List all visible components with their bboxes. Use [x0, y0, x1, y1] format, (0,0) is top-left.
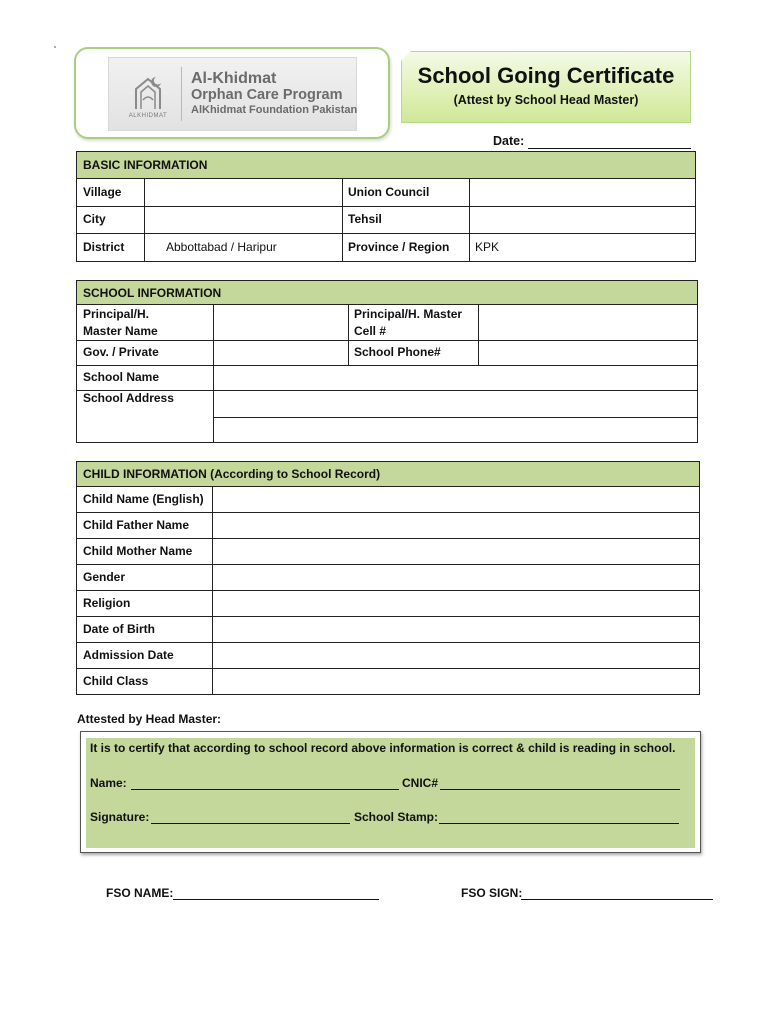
city-field[interactable] [144, 206, 342, 233]
tehsil-label: Tehsil [348, 212, 382, 226]
city-label: City [83, 212, 106, 226]
gov-private-label: Gov. / Private [83, 345, 159, 359]
child-class-field[interactable] [212, 668, 699, 694]
emblem-caption: ALKHIDMAT [128, 113, 168, 119]
gov-private-field[interactable] [213, 340, 348, 365]
religion-label: Religion [83, 595, 131, 610]
logo-org-name: Al-Khidmat [191, 70, 277, 87]
name-label: Name: [90, 776, 127, 790]
logo-divider [181, 67, 182, 121]
basic-information-heading: BASIC INFORMATION [77, 152, 695, 179]
province-region-label: Province / Region [348, 239, 450, 254]
child-mother-name-label: Child Mother Name [83, 543, 193, 558]
page-subtitle: (Attest by School Head Master) [453, 93, 639, 107]
fso-name-label: FSO NAME: [106, 886, 174, 900]
village-field[interactable] [144, 179, 342, 206]
certification-statement: It is to certify that according to school record above information is correct & child is reading in school. [90, 741, 676, 755]
child-name-label: Child Name (English) [83, 492, 204, 506]
gender-label: Gender [83, 569, 126, 584]
gender-field[interactable] [212, 564, 699, 590]
page-title: School Going Certificate [417, 63, 675, 88]
district-label: District [83, 239, 125, 254]
tehsil-field[interactable] [469, 206, 695, 233]
child-class-label: Child Class [83, 673, 149, 688]
school-stamp-field[interactable] [439, 823, 679, 824]
school-information-heading: SCHOOL INFORMATION [77, 281, 697, 305]
stray-dot [54, 46, 56, 48]
child-information-heading: CHILD INFORMATION (According to School Record) [77, 462, 699, 487]
admission-date-label: Admission Date [83, 647, 174, 662]
basic-information-table [76, 151, 696, 262]
cnic-field[interactable] [440, 789, 680, 790]
principal-name-label: Principal/H. Master Name [83, 306, 158, 338]
child-father-name-label: Child Father Name [83, 517, 190, 532]
school-address-field-line-2[interactable] [213, 417, 697, 442]
date-label: Date: [493, 134, 525, 148]
principal-cell-field[interactable] [478, 305, 697, 340]
union-council-field[interactable] [469, 179, 695, 206]
district-field[interactable]: Abbottabad / Haripur [166, 239, 277, 254]
alkhidmat-emblem-icon [130, 73, 166, 113]
school-stamp-label: School Stamp: [354, 810, 439, 824]
principal-cell-label: Principal/H. Master Cell # [354, 306, 463, 338]
logo-program-name: Orphan Care Program [191, 87, 343, 103]
province-region-field[interactable]: KPK [475, 239, 500, 254]
cnic-label: CNIC# [402, 776, 439, 790]
religion-field[interactable] [212, 590, 699, 616]
date-of-birth-label: Date of Birth [83, 621, 155, 636]
signature-field[interactable] [151, 823, 350, 824]
date-field[interactable] [528, 148, 691, 149]
union-council-label: Union Council [348, 185, 430, 199]
logo-foundation-name: AlKhidmat Foundation Pakistan [191, 104, 358, 116]
child-name-field[interactable] [212, 487, 699, 512]
admission-date-field[interactable] [212, 642, 699, 668]
school-name-field[interactable] [213, 365, 697, 390]
school-address-field-line-1[interactable] [213, 390, 697, 417]
fso-name-field[interactable] [173, 899, 379, 900]
school-information-table [76, 280, 698, 443]
school-address-label: School Address [83, 391, 174, 405]
date-of-birth-field[interactable] [212, 616, 699, 642]
signature-label: Signature: [90, 810, 150, 824]
school-phone-label: School Phone# [354, 345, 441, 359]
child-father-name-field[interactable] [212, 512, 699, 538]
school-phone-field[interactable] [478, 340, 697, 365]
child-mother-name-field[interactable] [212, 538, 699, 564]
fso-sign-label: FSO SIGN: [461, 886, 523, 900]
fso-sign-field[interactable] [521, 899, 713, 900]
village-label: Village [83, 185, 122, 199]
child-information-table [76, 461, 700, 695]
principal-name-field[interactable] [213, 305, 348, 340]
attested-by-label: Attested by Head Master: [77, 712, 222, 726]
name-field[interactable] [131, 789, 399, 790]
school-name-label: School Name [83, 370, 160, 384]
